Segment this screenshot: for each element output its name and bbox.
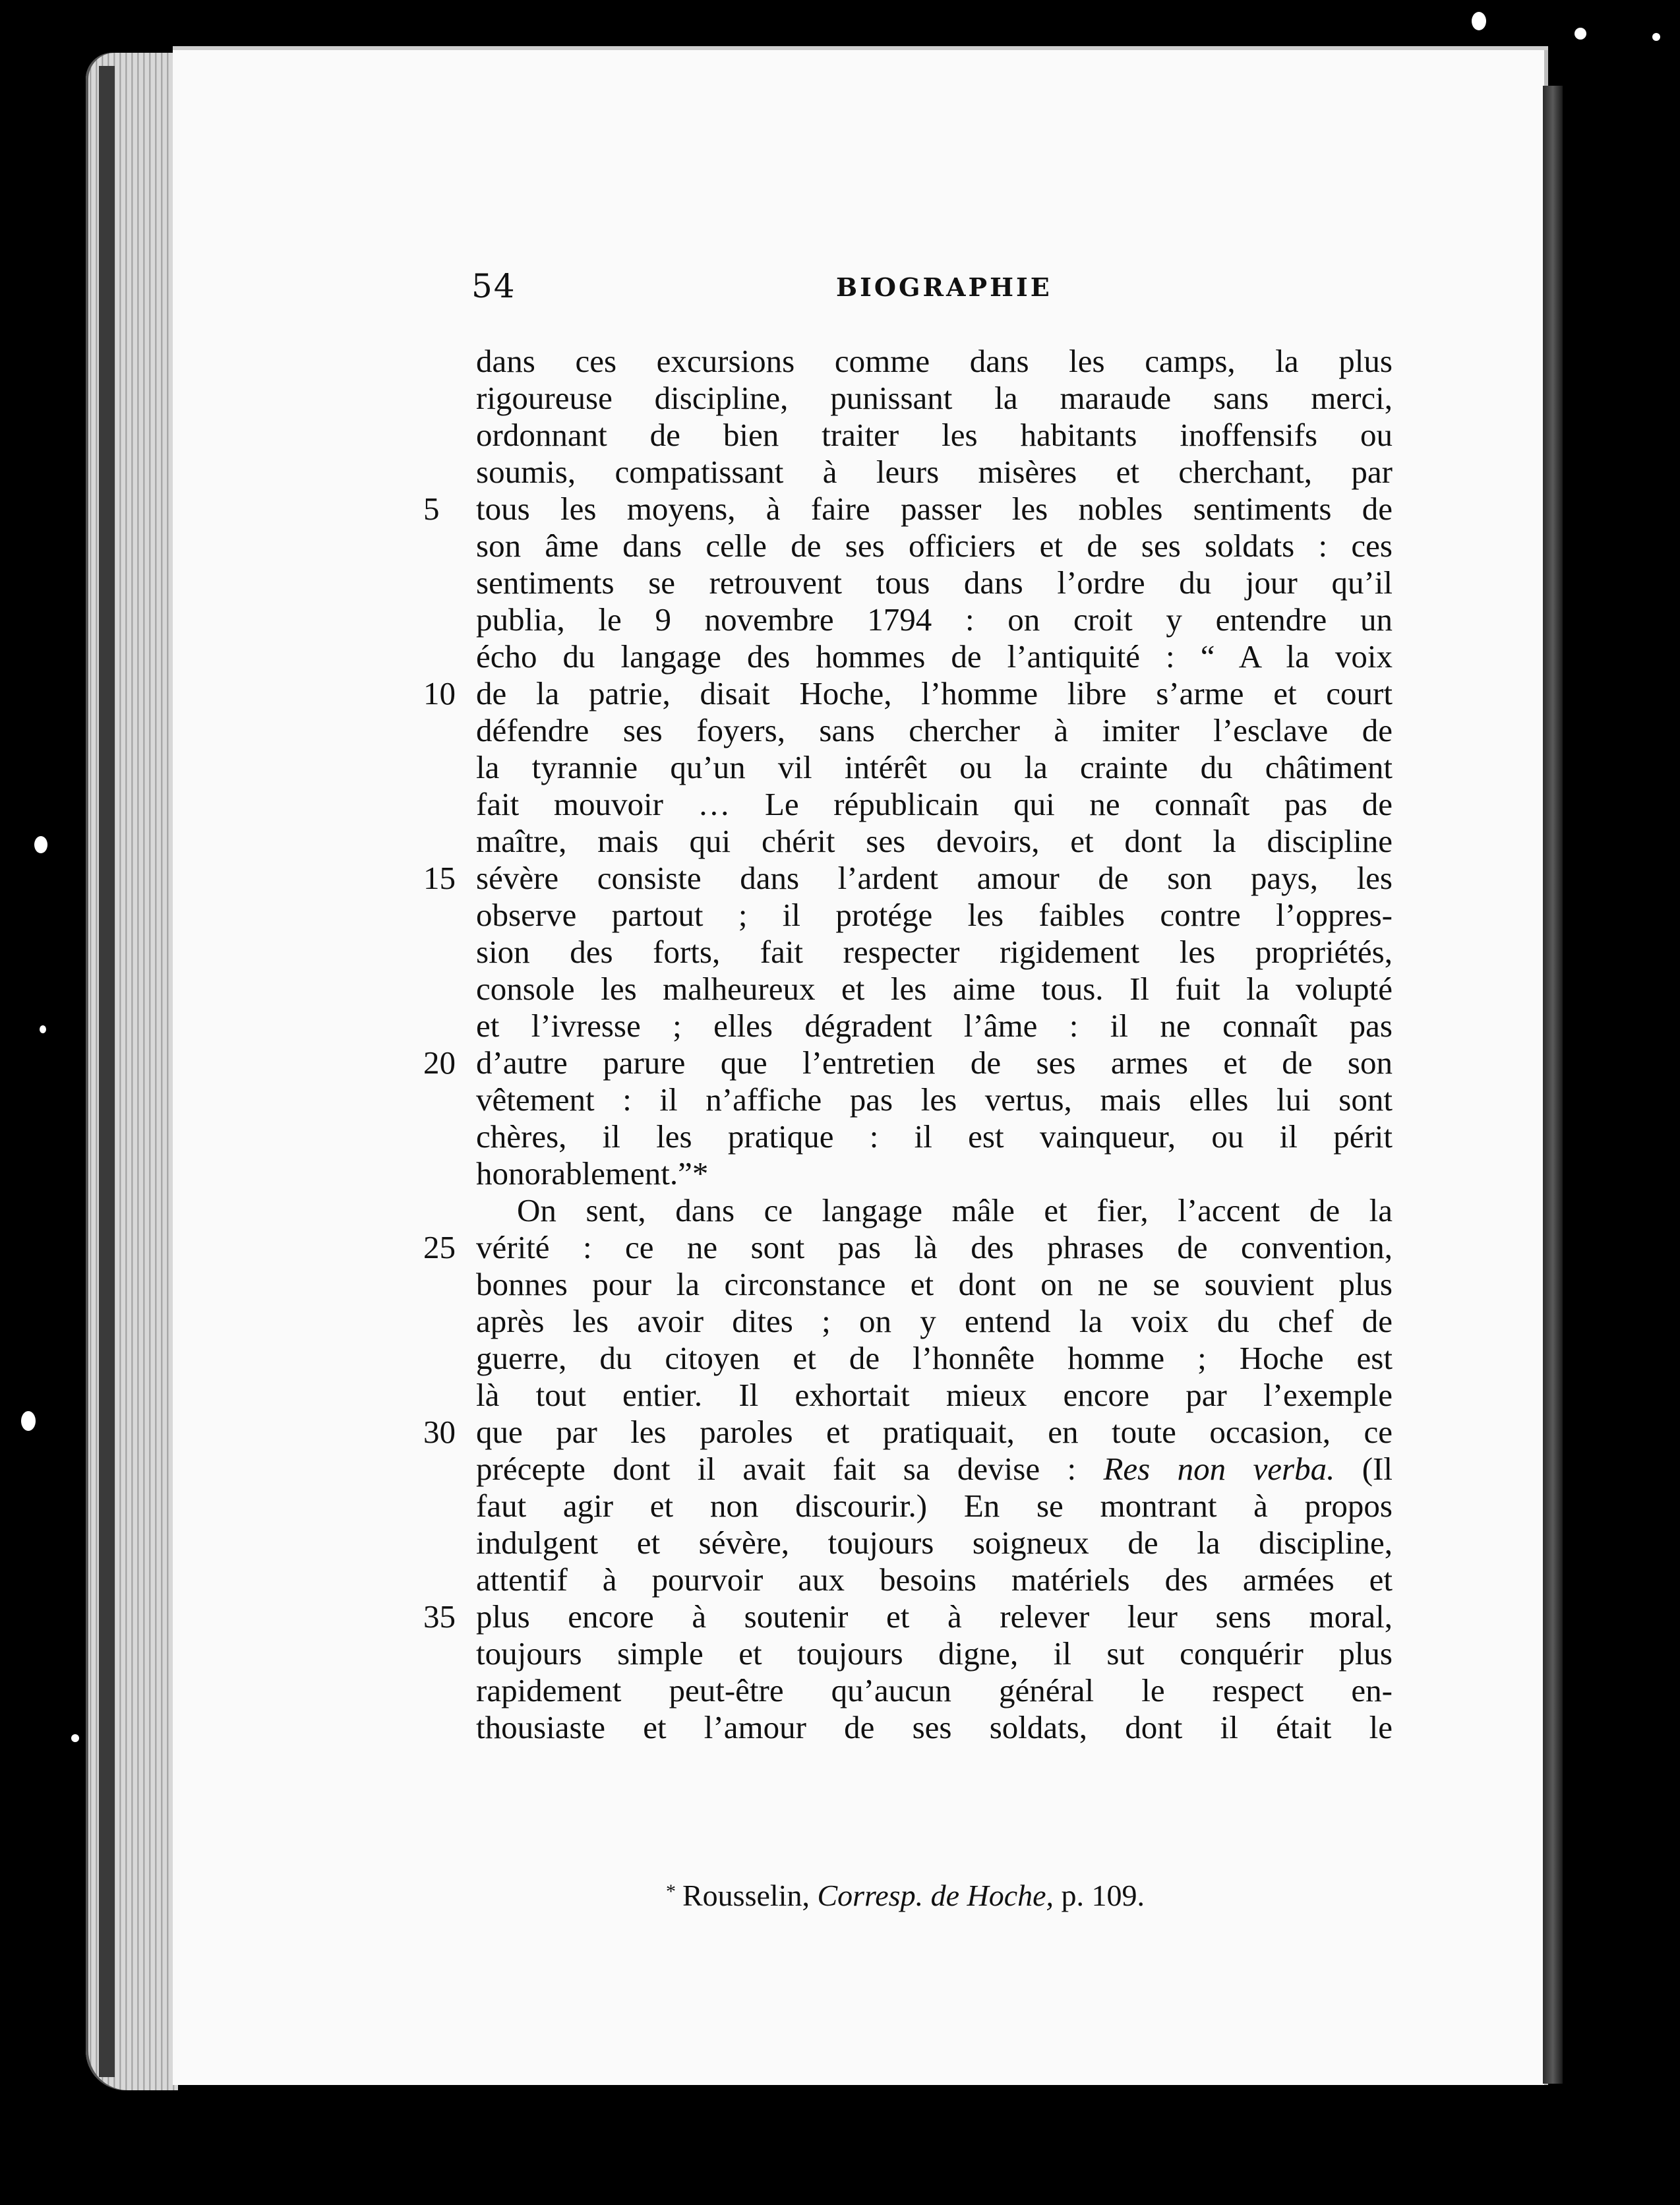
text-line — [476, 1451, 1393, 1488]
text-line — [476, 601, 1393, 638]
line-number: 25 — [423, 1229, 456, 1265]
line-text: publia, le 9 novembre 1794 : on croit y entendre un — [476, 601, 1393, 638]
text-line — [476, 749, 1393, 786]
text-line — [476, 1709, 1393, 1746]
dust-speck — [40, 1025, 46, 1033]
text-line — [476, 1377, 1393, 1414]
text-line — [476, 343, 1393, 380]
text-line — [476, 1672, 1393, 1709]
line-text: guerre, du citoyen et de l’honnête homme ; Hoche est — [476, 1340, 1393, 1376]
line-text: toujours simple et toujours digne, il sut conquérir plus — [476, 1635, 1393, 1672]
text-line — [476, 380, 1393, 417]
text-line — [423, 1414, 1393, 1451]
text-line — [423, 1598, 1393, 1635]
line-text: vérité : ce ne sont pas là des phrases de convention, — [476, 1229, 1393, 1265]
line-text: ordonnant de bien traiter les habitants inoffensifs ou — [476, 417, 1393, 453]
text-line — [476, 823, 1393, 860]
footnote — [666, 1878, 1145, 1913]
text-line — [423, 675, 1393, 712]
footnote-work: Corresp. de Hoche, — [817, 1879, 1054, 1912]
line-text: là tout entier. Il exhortait mieux encore par l’exemple — [476, 1377, 1393, 1413]
text-line — [476, 1340, 1393, 1377]
text-line — [476, 417, 1393, 454]
text-line — [476, 1192, 1393, 1229]
line-text: d’autre parure que l’entretien de ses armes et de son — [476, 1044, 1393, 1081]
page-header — [0, 267, 1680, 307]
line-text: dans ces excursions comme dans les camps, la plus — [476, 343, 1393, 379]
line-text: défendre ses foyers, sans chercher à imiter l’esclave de — [476, 712, 1393, 748]
line-text: bonnes pour la circonstance et dont on ne se souvient plus — [476, 1266, 1393, 1302]
running-title: BIOGRAPHIE — [836, 272, 1052, 302]
line-text: soumis, compatissant à leurs misères et cherchant, par — [476, 454, 1393, 490]
line-text: observe partout ; il protége les faibles contre l’oppres- — [476, 897, 1393, 933]
line-number: 5 — [423, 491, 440, 527]
text-line — [476, 712, 1393, 749]
text-line — [476, 786, 1393, 823]
line-text: que par les paroles et pratiquait, en toute occasion, ce — [476, 1414, 1393, 1450]
text-line — [476, 1635, 1393, 1672]
line-number: 10 — [423, 675, 456, 711]
text-line — [476, 1081, 1393, 1118]
line-text: fait mouvoir … Le républicain qui ne connaît pas de — [476, 786, 1393, 822]
footnote-page: p. 109. — [1061, 1879, 1145, 1912]
text-line — [423, 1229, 1393, 1266]
line-text: plus encore à soutenir et à relever leur sens moral, — [476, 1598, 1393, 1635]
right-page-edge — [1543, 86, 1563, 2084]
line-text: console les malheureux et les aime tous. Il fuit la volupté — [476, 971, 1393, 1007]
text-line — [476, 971, 1393, 1008]
line-number: 20 — [423, 1044, 456, 1081]
line-number: 15 — [423, 860, 456, 896]
dust-speck — [21, 1411, 36, 1431]
body-text — [423, 343, 1393, 1746]
text-line — [423, 1044, 1393, 1081]
page-number: 54 — [471, 267, 516, 305]
line-text: tous les moyens, à faire passer les nobles sentiments de — [476, 491, 1393, 527]
line-text: rigoureuse discipline, punissant la maraude sans merci, — [476, 380, 1393, 416]
footnote-author: Rousselin, — [682, 1879, 810, 1912]
dust-speck — [71, 1734, 79, 1742]
text-line — [476, 1118, 1393, 1155]
line-text: sévère consiste dans l’ardent amour de son pays, les — [476, 860, 1393, 896]
line-text: et l’ivresse ; elles dégradent l’âme : il ne connaît pas — [476, 1008, 1393, 1044]
line-text: On sent, dans ce langage mâle et fier, l’accent de la — [517, 1192, 1393, 1228]
motto-italic: Res non verba. — [1103, 1451, 1335, 1487]
line-text: honorablement.”* — [476, 1155, 709, 1192]
text-line — [476, 1303, 1393, 1340]
line-text: indulgent et sévère, toujours soigneux de la discipline, — [476, 1525, 1393, 1561]
text-line — [476, 1488, 1393, 1525]
dust-speck — [1472, 12, 1486, 30]
line-text: maître, mais qui chérit ses devoirs, et dont la discipline — [476, 823, 1393, 859]
text-line — [476, 1155, 1393, 1192]
text-line — [476, 1561, 1393, 1598]
dust-speck — [34, 836, 47, 853]
line-text: thousiaste et l’amour de ses soldats, dont il était le — [476, 1709, 1393, 1745]
line-text: de la patrie, disait Hoche, l’homme libre s’arme et court — [476, 675, 1393, 711]
line-text: précepte dont il avait fait sa devise : Res non verba. (Il — [476, 1451, 1393, 1487]
text-line — [476, 1008, 1393, 1044]
text-line — [476, 528, 1393, 564]
line-text: sion des forts, fait respecter rigidement les propriétés, — [476, 934, 1393, 970]
text-line — [423, 491, 1393, 528]
text-line — [476, 1525, 1393, 1561]
line-text: sentiments se retrouvent tous dans l’ordre du jour qu’il — [476, 564, 1393, 601]
line-text: son âme dans celle de ses officiers et de ses soldats : ces — [476, 528, 1393, 564]
line-number: 35 — [423, 1598, 456, 1635]
footnote-mark: * — [666, 1881, 676, 1902]
text-line — [476, 897, 1393, 934]
line-text: chères, il les pratique : il est vainqueur, ou il périt — [476, 1118, 1393, 1155]
line-text: attentif à pourvoir aux besoins matériels des armées et — [476, 1561, 1393, 1598]
line-text: écho du langage des hommes de l’antiquité : “ A la voix — [476, 638, 1393, 675]
text-line — [423, 860, 1393, 897]
line-text: vêtement : il n’affiche pas les vertus, mais elles lui sont — [476, 1081, 1393, 1118]
line-text: faut agir et non discourir.) En se montrant à propos — [476, 1488, 1393, 1524]
line-text: après les avoir dites ; on y entend la voix du chef de — [476, 1303, 1393, 1339]
text-line — [476, 934, 1393, 971]
dust-speck — [1575, 28, 1586, 40]
text-line — [476, 1266, 1393, 1303]
text-line — [476, 454, 1393, 491]
book-spine-shadow — [99, 66, 115, 2077]
dust-speck — [1652, 33, 1660, 41]
line-number: 30 — [423, 1414, 456, 1450]
text-line — [476, 638, 1393, 675]
text-line — [476, 564, 1393, 601]
line-text: la tyrannie qu’un vil intérêt ou la crainte du châtiment — [476, 749, 1393, 785]
line-text: rapidement peut-être qu’aucun général le respect en- — [476, 1672, 1393, 1708]
